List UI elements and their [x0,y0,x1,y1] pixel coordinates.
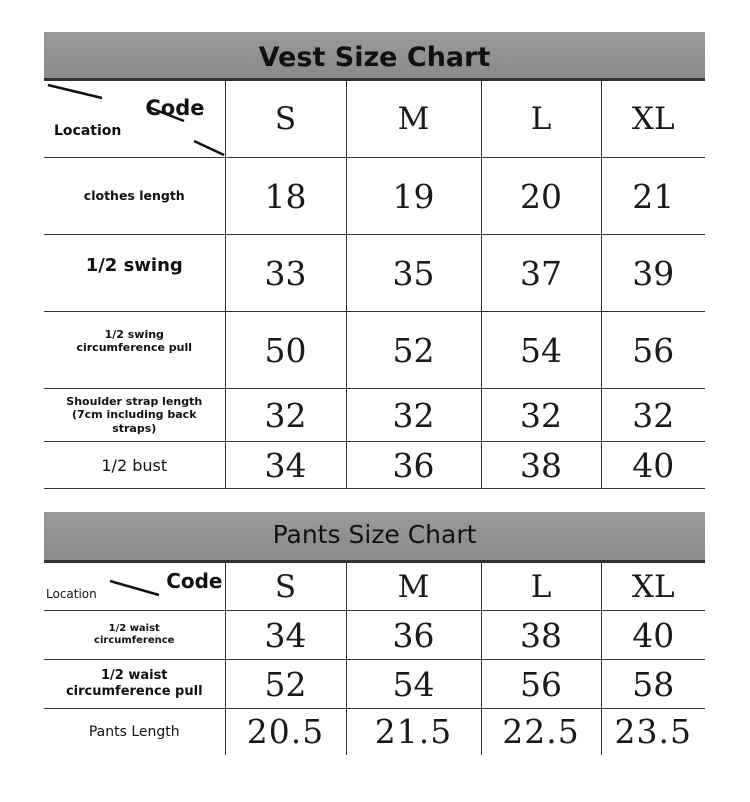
cell-value: 22.5 [481,709,601,755]
cell-value: 58 [601,660,705,709]
pants-header-corner [44,563,225,611]
row-label-half-swing: 1/2 swing [44,235,225,312]
cell-value: 32 [601,389,705,442]
cell-value: 32 [346,389,481,442]
cell-value: 20.5 [225,709,346,755]
table-row [44,312,705,389]
cell-value: 36 [346,442,481,489]
vest-size-s: S [225,81,346,158]
cell-value: 37 [481,235,601,312]
pants-size-xl: XL [601,563,705,611]
pants-size-chart [44,512,705,755]
table-row [44,660,705,709]
row-label-half-swing-circumference-pull: 1/2 swing circumference pull [44,312,225,389]
vest-header-row [44,81,705,158]
row-label-half-bust: 1/2 bust [44,442,225,489]
pants-size-s: S [225,563,346,611]
table-row [44,611,705,660]
cell-value: 52 [346,312,481,389]
table-row [44,158,705,235]
row-label-half-waist-circumference: 1/2 waist circumference [44,611,225,660]
vest-size-table [44,80,705,489]
pants-chart-title: Pants Size Chart [44,512,705,562]
vest-size-chart [44,32,705,489]
cell-value: 21 [601,158,705,235]
cell-value: 50 [225,312,346,389]
vest-chart-title: Vest Size Chart [44,32,705,80]
pants-location-label: Location [46,587,97,601]
pants-code-label: Code [166,569,223,593]
pants-size-l: L [481,563,601,611]
cell-value: 21.5 [346,709,481,755]
cell-value: 35 [346,235,481,312]
cell-value: 56 [481,660,601,709]
table-row [44,235,705,312]
vest-code-label: Code [145,96,205,120]
cell-value: 38 [481,611,601,660]
cell-value: 54 [346,660,481,709]
cell-value: 23.5 [601,709,705,755]
table-row [44,442,705,489]
cell-value: 38 [481,442,601,489]
table-row [44,709,705,755]
pants-size-m: M [346,563,481,611]
row-label-half-waist-circumference-pull: 1/2 waist circumference pull [44,660,225,709]
cell-value: 34 [225,611,346,660]
pants-size-table [44,562,705,755]
vest-size-xl: XL [601,81,705,158]
cell-value: 32 [225,389,346,442]
cell-value: 56 [601,312,705,389]
vest-size-l: L [481,81,601,158]
cell-value: 18 [225,158,346,235]
vest-header-corner [44,81,225,158]
cell-value: 34 [225,442,346,489]
table-row [44,389,705,442]
cell-value: 19 [346,158,481,235]
cell-value: 40 [601,611,705,660]
cell-value: 32 [481,389,601,442]
vest-location-label: Location [54,123,122,139]
vest-size-m: M [346,81,481,158]
pants-header-row [44,563,705,611]
cell-value: 40 [601,442,705,489]
cell-value: 52 [225,660,346,709]
row-label-shoulder-strap-length: Shoulder strap length (7cm including back straps) [44,389,225,442]
cell-value: 54 [481,312,601,389]
cell-value: 39 [601,235,705,312]
row-label-pants-length: Pants Length [44,709,225,755]
row-label-clothes-length: clothes length [44,158,225,235]
cell-value: 33 [225,235,346,312]
cell-value: 20 [481,158,601,235]
cell-value: 36 [346,611,481,660]
